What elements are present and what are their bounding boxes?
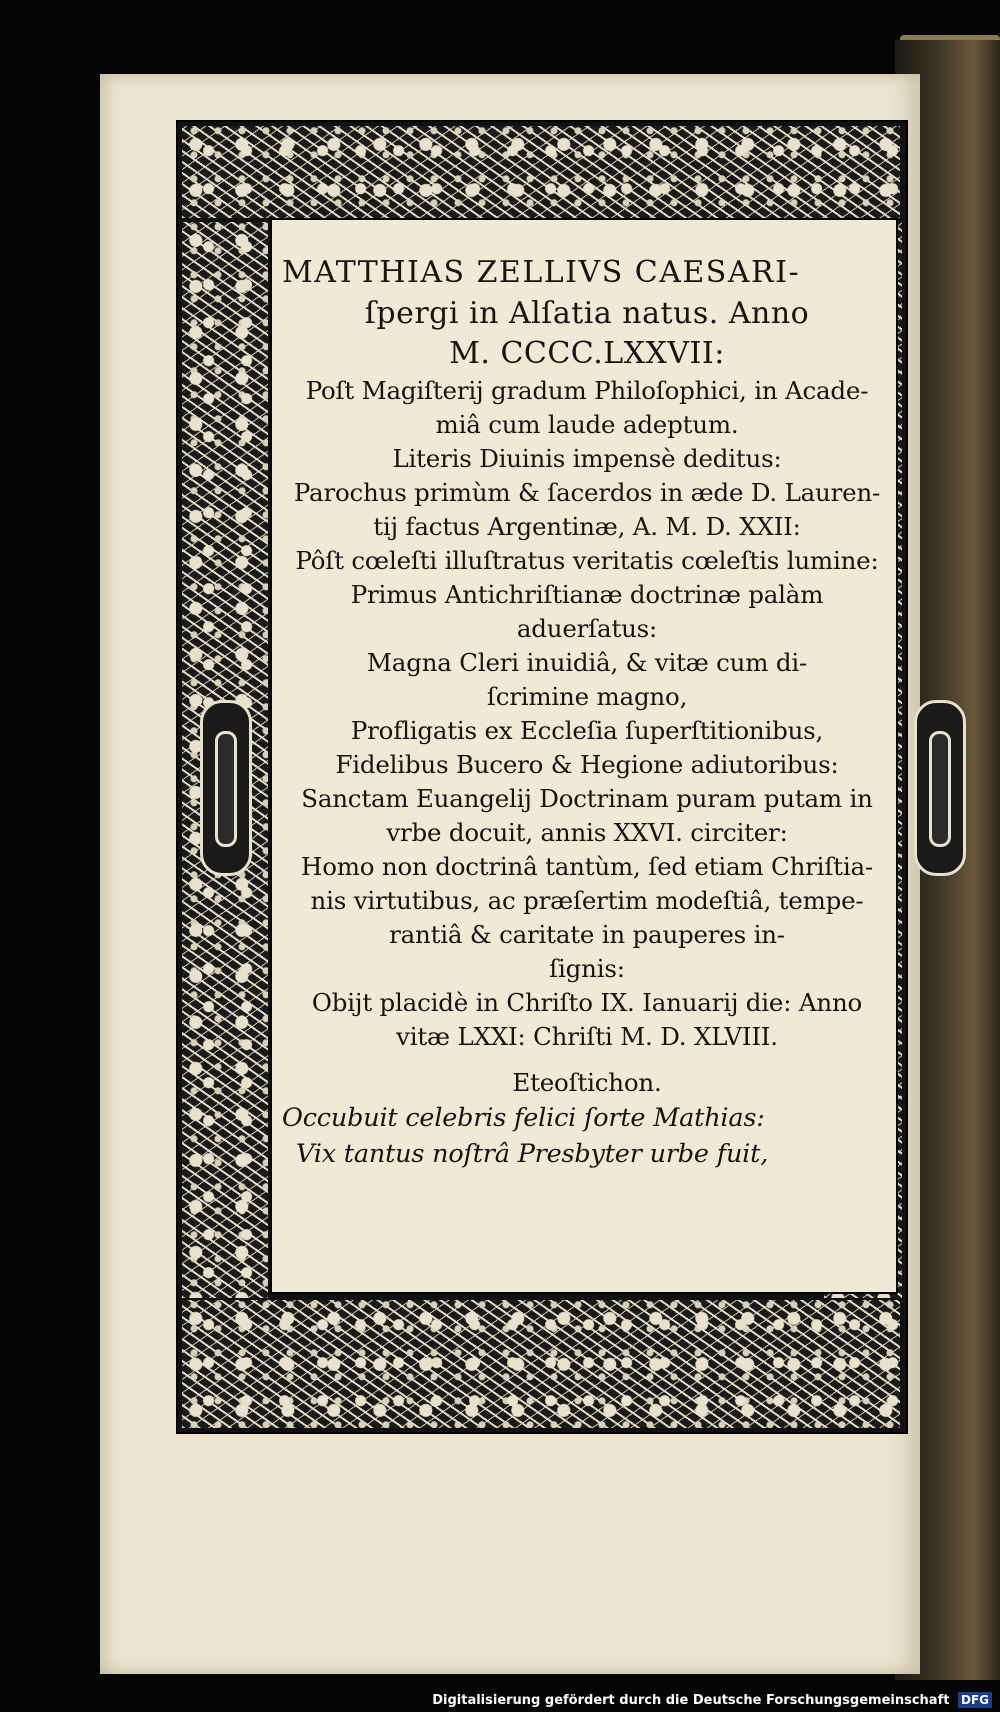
title-line: MATTHIAS ZELLIVS CAESARI- xyxy=(282,255,801,290)
digitization-credit xyxy=(432,1692,992,1708)
title-line: M. CCCC.LXXVII: xyxy=(449,336,725,371)
woodcut-top-band xyxy=(182,126,900,218)
body-line: Profligatis ex Eccleſia ſuperſtitionibus, xyxy=(350,716,824,745)
body-line: Sanctam Euangelij Doctrinam puram putam in xyxy=(301,784,873,813)
woodcut-bottom-band xyxy=(182,1300,900,1428)
credit-text: Digitalisierung gefördert durch die Deutsche Forschungsgemeinschaft xyxy=(432,1693,950,1708)
body-line: Magna Cleri inuidiâ, & vitæ cum di- xyxy=(366,648,808,677)
body-line: Homo non doctrinâ tantùm, ſed etiam Chriſtia- xyxy=(301,852,873,881)
body-line: Pôſt cœleſti illuſtratus veritatis cœleſtis lumine: xyxy=(295,546,879,575)
body-line: vrbe docuit, annis XXVI. circiter: xyxy=(386,818,788,847)
left-cartouche-ornament xyxy=(200,700,252,876)
body-line: ſcrimine magno, xyxy=(486,682,688,711)
body-line: Literis Diuinis impensè deditus: xyxy=(392,444,782,473)
eteostichon-heading: Eteoſtichon. xyxy=(512,1068,662,1097)
body-line: nis virtutibus, ac præſertim modeſtiâ, tempe- xyxy=(310,886,864,915)
body-line: rantiâ & caritate in pauperes in- xyxy=(389,920,785,949)
body-line: aduerſatus: xyxy=(516,614,658,643)
body-line: tij factus Argentinæ, A. M. D. XXII: xyxy=(373,512,801,541)
verse-line: Vix tantus noſtrâ Presbyter urbe fuit, xyxy=(296,1139,769,1169)
body-line: Obijt placidè in Chriſto IX. Ianuarij die: Anno xyxy=(311,988,863,1017)
body-line: vitæ LXXI: Chriſti M. D. XLVIII. xyxy=(396,1022,778,1051)
dfg-logo: DFG xyxy=(958,1692,992,1708)
body-line: ſignis: xyxy=(549,954,625,983)
body-line: Poſt Magiſterij gradum Philoſophici, in Acade- xyxy=(305,376,869,405)
verse-line: Occubuit celebris felici ſorte Mathias: xyxy=(282,1103,765,1133)
right-cartouche-ornament xyxy=(914,700,966,876)
body-line: Parochus primùm & ſacerdos in æde D. Lauren- xyxy=(293,478,881,507)
title-line: ſpergi in Alſatia natus. Anno xyxy=(364,296,810,331)
body-line: Primus Antichriſtianæ doctrinæ palàm xyxy=(350,580,824,609)
body-line: miâ cum laude adeptum. xyxy=(435,410,739,439)
epitaph-text xyxy=(282,252,892,1172)
body-line: Fidelibus Bucero & Hegione adiutoribus: xyxy=(335,750,839,779)
